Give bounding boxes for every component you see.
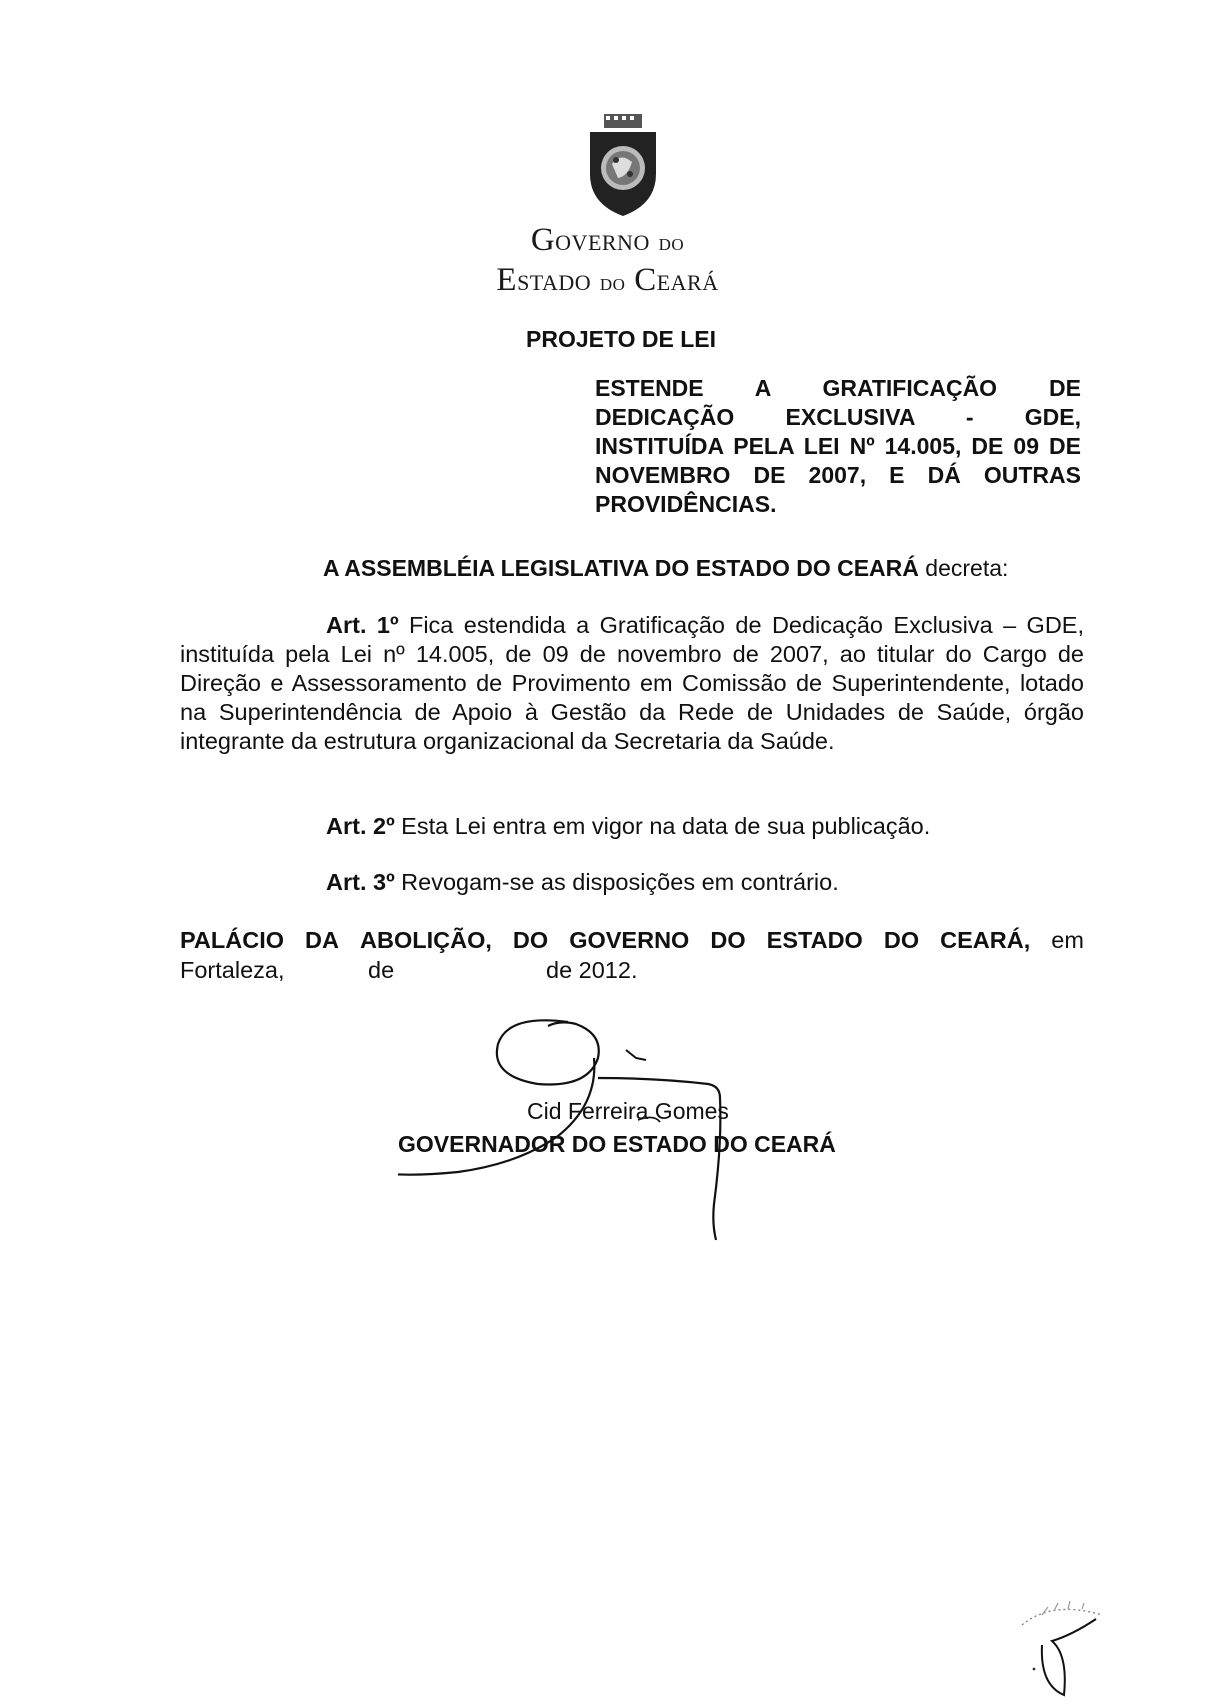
- enacting-clause-authority: A ASSEMBLÉIA LEGISLATIVA DO ESTADO DO CEARÁ: [323, 555, 919, 581]
- article-2: [326, 812, 930, 841]
- closing-word: CEARÁ,: [940, 927, 1031, 953]
- article-1-label: Art. 1º: [326, 612, 399, 638]
- protocol-stamp-icon: [1012, 1585, 1112, 1705]
- closing-clause: [180, 925, 1084, 985]
- ceara-coat-of-arms-icon: [584, 112, 662, 218]
- article-2-label: Art. 2º: [326, 813, 395, 839]
- closing-word: DO: [883, 927, 920, 953]
- date-day-of: de: [368, 957, 395, 983]
- article-1-text: Fica estendida a Gratificação de Dedicação Exclusiva – GDE, instituída pela Lei nº 14.005, de 09 de novembro de 2007, ao titular do Cargo de Direção e Assessoramento de Provimento em Comissão de Superintendente, lotado na Superintendência de Apoio à Gestão da Rede de Unidades de Saúde, órgão integrante da estrutura organizacional da Secretaria da Saúde.: [180, 612, 1085, 754]
- closing-clause-line1: [180, 925, 1084, 955]
- signer-name: Cid Ferreira Gomes: [527, 1098, 729, 1124]
- document-type-title: PROJETO DE LEI: [526, 326, 717, 352]
- signer-role: GOVERNADOR DO ESTADO DO CEARÁ: [398, 1131, 836, 1157]
- article-1: [180, 611, 1084, 756]
- closing-word: DO: [512, 927, 549, 953]
- government-header-line2: ESTADO DO CEARÁ: [496, 262, 719, 298]
- closing-word: DO: [710, 927, 746, 953]
- article-3: [326, 868, 839, 897]
- government-header-line1: GOVERNO DO: [530, 222, 685, 258]
- ementa: ESTENDE A GRATIFICAÇÃO DE DEDICAÇÃO EXCLUSIVA - GDE, INSTITUÍDA PELA LEI Nº 14.005, DE 09 DE NOVEMBRO DE 2007, E DÁ OUTRAS PROVIDÊNCIAS.: [595, 375, 1081, 517]
- article-3-text: Revogam-se as disposições em contrário.: [394, 869, 839, 895]
- closing-word: PALÁCIO: [180, 927, 285, 953]
- place: Fortaleza,: [180, 957, 285, 983]
- closing-word: ESTADO: [766, 927, 863, 953]
- handwritten-signature: [398, 1014, 818, 1244]
- article-3-label: Art. 3º: [326, 869, 395, 895]
- article-2-text: Esta Lei entra em vigor na data de sua publicação.: [394, 813, 931, 839]
- enacting-clause-verb: decreta:: [918, 555, 1009, 581]
- closing-word: ABOLIÇÃO,: [360, 927, 492, 953]
- closing-word-em: em: [1051, 927, 1084, 953]
- closing-word: DA: [305, 927, 339, 953]
- closing-clause-line2: [180, 955, 1084, 985]
- enacting-clause: [323, 555, 1008, 582]
- date-year: de 2012.: [546, 957, 638, 983]
- closing-word: GOVERNO: [569, 927, 690, 953]
